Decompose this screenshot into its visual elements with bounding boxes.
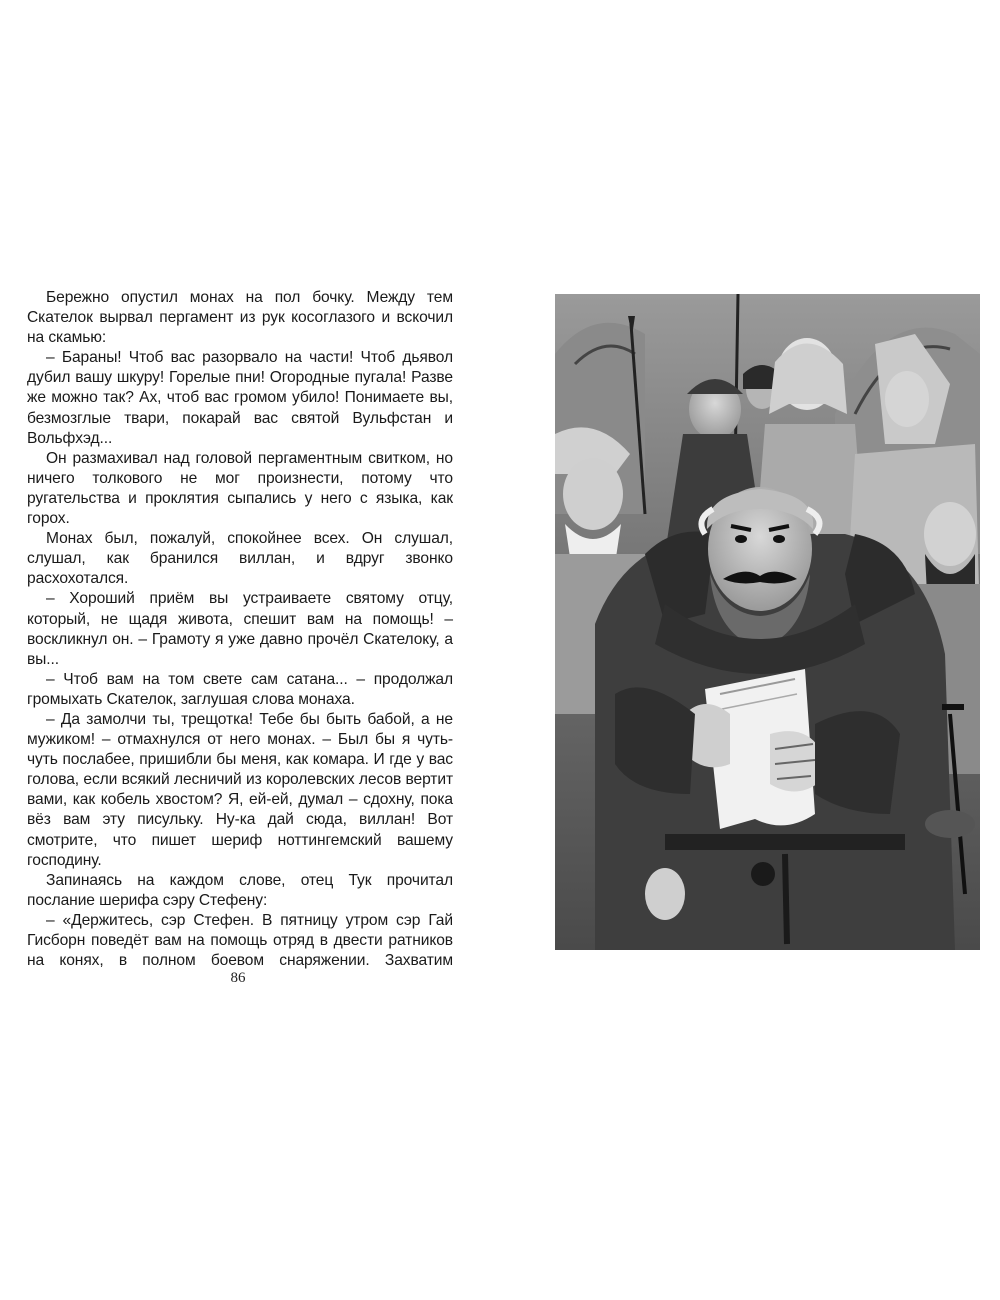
text-column	[27, 288, 453, 971]
paragraph: – Хороший приём вы устраиваете святому отцу, который, не щадя живота, спешит вам на помощь! – воскликнул он. – Грамоту я уже давно прочёл Скателоку, а вы...	[27, 590, 453, 668]
paragraph: – Чтоб вам на том свете сам сатана... – продолжал громыхать Скателок, заглушая слова монаха.	[27, 670, 453, 708]
paragraph-continued: – «Держитесь, сэр Стефен. В пятницу утром сэр Гай Гисборн поведёт вам на помощь отряд в двести ратников на конях, в полном боевом снаряжении. Захватим	[27, 911, 453, 970]
paragraph: Он размахивал над головой пергаментным свитком, но ничего толкового не мог произнести, потому что ругательства и проклятия сыпались у него с языка, как горох.	[27, 449, 453, 528]
paragraph: Запинаясь на каждом слове, отец Тук прочитал послание шерифа сэру Стефену:	[27, 871, 453, 909]
paragraph: Бережно опустил монах на пол бочку. Между тем Скателок вырвал пергамент из рук косоглазого и вскочил на скамью:	[27, 289, 453, 347]
paragraph: – Бараны! Чтоб вас разорвало на части! Чтоб дьявол дубил вашу шкуру! Горелые пни! Огородные пугала! Разве же можно так? Ах, чтоб вас громом убило! Понимаете вы, безмозглые твари, покарай вас святой Вульфстан и Вольфхэд...	[27, 349, 453, 447]
illustration-drawing	[555, 294, 980, 950]
illustration-monk-with-scroll	[555, 294, 980, 950]
page-number: 86	[230, 970, 246, 986]
paragraph: Монах был, пожалуй, спокойнее всех. Он слушал, слушал, как бранился виллан, и вдруг звонко расхохотался.	[27, 530, 453, 588]
paragraph: – Да замолчи ты, трещотка! Тебе бы быть бабой, а не мужиком! – отмахнулся от него монах. – Был бы я чуть-чуть послабее, пришибли бы меня, как комара. И где у вас голова, если всякий лесничий из королевских лесов вертит вами, как кобель хвостом? Я, ей-ей, думал – сдохну, пока вёз вам эту писульку. Ну-ка дай сюда, виллан! Вот смотрите, что пишет шериф ноттингемский вашему господину.	[27, 710, 453, 869]
